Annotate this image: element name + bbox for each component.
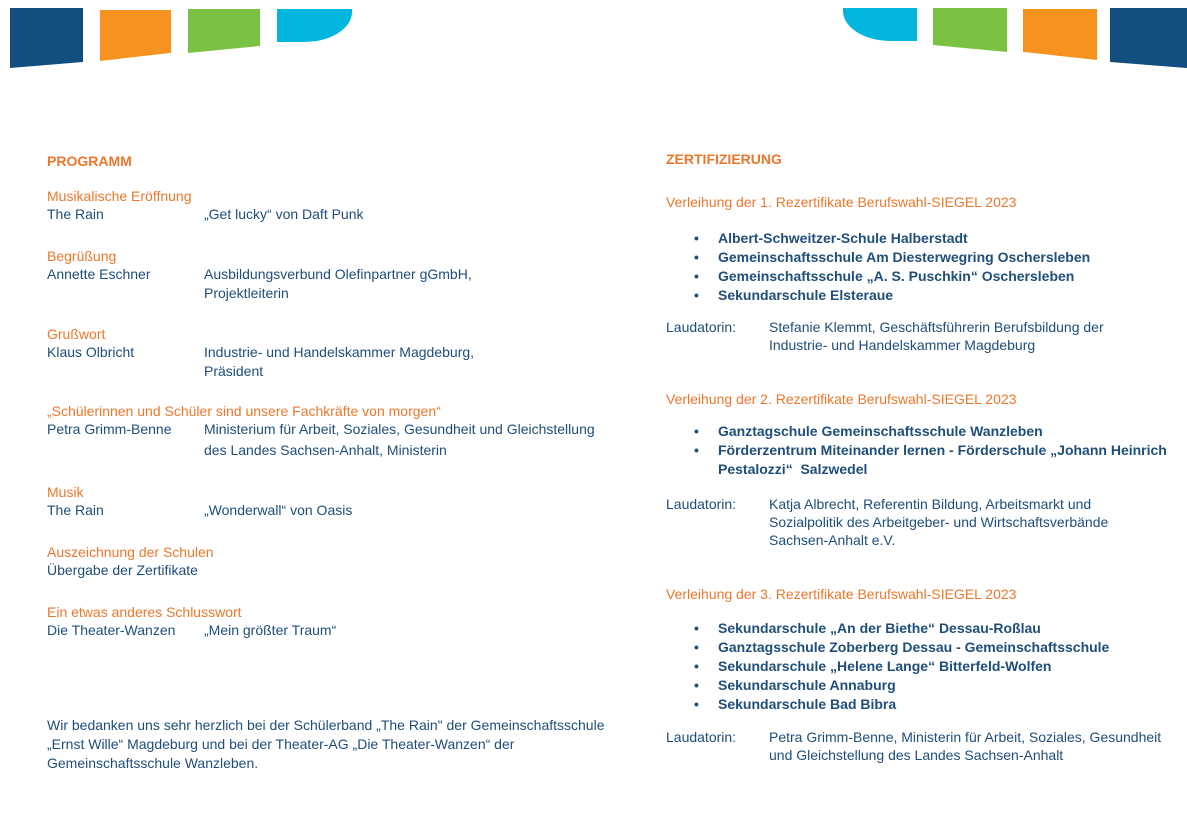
school-list: [666, 229, 1186, 305]
program-item-musik: [47, 483, 352, 520]
school-name: Sekundarschule Bad Bibra: [718, 696, 897, 712]
program-item-name: The Rain: [47, 206, 104, 222]
program-item-desc: Ministerium für Arbeit, Soziales, Gesundheit und Gleichstellung des Landes Sachsen-Anhalt, Ministerin: [204, 421, 595, 458]
bullet-icon: •: [694, 249, 699, 265]
school-name: Albert-Schweitzer-Schule Halberstadt: [718, 230, 968, 246]
laudator-label: Laudatorin:: [666, 319, 737, 335]
school-list-item: [666, 229, 1186, 248]
certification-heading: ZERTIFIZIERUNG: [666, 151, 782, 167]
bullet-icon: •: [694, 658, 699, 674]
program-item-rede: [47, 402, 595, 460]
school-name: Gemeinschaftsschule „A. S. Puschkin“ Oschersleben: [718, 268, 1075, 284]
certification-section-title: Verleihung der 3. Rezertifikate Berufswahl-SIEGEL 2023: [666, 586, 1017, 602]
school-name: Sekundarschule „An der Biethe“ Dessau-Roßlau: [718, 620, 1041, 636]
program-item-begruessung: [47, 247, 472, 303]
decor-flag-right-cyan: [843, 8, 917, 41]
program-item-desc: „Wonderwall“ von Oasis: [204, 502, 353, 518]
program-item-title: Begrüßung: [47, 248, 117, 264]
program-item-title: Musik: [47, 484, 84, 500]
program-item-title: Auszeichnung der Schulen: [47, 544, 214, 560]
school-list-item: [666, 286, 1186, 305]
decor-flag-left-navy: [10, 8, 83, 68]
program-item-name: Die Theater-Wanzen: [47, 622, 176, 638]
school-name: Ganztagschule Gemeinschaftsschule Wanzleben: [718, 423, 1043, 439]
certification-section-title: Verleihung der 2. Rezertifikate Berufswahl-SIEGEL 2023: [666, 391, 1017, 407]
school-list-item: [666, 695, 1186, 714]
laudator-block: [666, 318, 1104, 354]
program-item-schlusswort: [47, 603, 336, 640]
program-item-name: Übergabe der Zertifikate: [47, 562, 198, 578]
school-list-item: [666, 657, 1186, 676]
decor-flag-left-green: [188, 9, 260, 53]
school-list-item: [666, 619, 1186, 638]
bullet-icon: •: [694, 287, 699, 303]
closing-acknowledgement: Wir bedanken uns sehr herzlich bei der Schülerband „The Rain" der Gemeinschaftsschule „Ernst Wille“ Magdeburg und bei der Theater-AG „Die Theater-Wanzen“ der Gemeinschaftsschule Wanzleben.: [47, 717, 605, 771]
school-name: Sekundarschule Elsteraue: [718, 287, 894, 303]
program-item-desc: „Mein größter Traum“: [204, 622, 337, 638]
laudator-block: [666, 495, 1108, 549]
school-list: [666, 619, 1186, 714]
program-item-auszeichnung: [47, 543, 214, 580]
bullet-icon: •: [694, 423, 699, 439]
program-item-title: Grußwort: [47, 326, 106, 342]
program-item-title: „Schülerinnen und Schüler sind unsere Fachkräfte von morgen“: [47, 403, 441, 419]
program-item-row: [47, 501, 352, 520]
laudator-text: Stefanie Klemmt, Geschäftsführerin Berufsbildung der Industrie- und Handelskammer Magdeburg: [769, 319, 1104, 353]
bullet-icon: •: [694, 268, 699, 284]
bullet-icon: •: [694, 677, 699, 693]
program-item-name: Annette Eschner: [47, 266, 151, 282]
school-name: Förderzentrum Miteinander lernen - Förderschule „Johann Heinrich Pestalozzi“ Salzwedel: [718, 442, 1171, 477]
certification-section-title: Verleihung der 1. Rezertifikate Berufswahl-SIEGEL 2023: [666, 194, 1017, 210]
bullet-icon: •: [694, 620, 699, 636]
program-item-title: Ein etwas anderes Schlusswort: [47, 604, 242, 620]
bullet-icon: •: [694, 696, 699, 712]
program-item-musikalische-eroeffnung: [47, 187, 364, 224]
program-item-desc: Ausbildungsverbund Olefinpartner gGmbH, Projektleiterin: [204, 266, 472, 301]
program-item-row: [47, 343, 474, 381]
program-item-name: Klaus Olbricht: [47, 344, 135, 360]
program-item-row: [47, 420, 595, 460]
bullet-icon: •: [694, 442, 699, 458]
school-list-item: [666, 676, 1186, 695]
program-heading: PROGRAMM: [47, 153, 132, 169]
program-item-name: The Rain: [47, 502, 104, 518]
school-list-item: [666, 638, 1186, 657]
decor-flag-right-navy: [1110, 8, 1187, 68]
program-item-desc: Industrie- und Handelskammer Magdeburg, Präsident: [204, 344, 475, 379]
school-name: Ganztagsschule Zoberberg Dessau - Gemeinschaftsschule: [718, 639, 1110, 655]
decor-flag-right-orange: [1023, 9, 1097, 60]
program-item-desc: „Get lucky“ von Daft Punk: [204, 206, 364, 222]
laudator-label: Laudatorin:: [666, 496, 737, 512]
bullet-icon: •: [694, 639, 699, 655]
laudator-block: [666, 728, 1161, 764]
school-list-item: [666, 422, 1186, 441]
laudator-text: Katja Albrecht, Referentin Bildung, Arbeitsmarkt und Sozialpolitik des Arbeitgeber- und Wirtschaftsverbände Sachsen-Anhalt e.V.: [769, 496, 1109, 548]
school-name: Sekundarschule „Helene Lange“ Bitterfeld-Wolfen: [718, 658, 1052, 674]
program-item-row: [47, 205, 364, 224]
laudator-text: Petra Grimm-Benne, Ministerin für Arbeit, Soziales, Gesundheit und Gleichstellung des Landes Sachsen-Anhalt: [769, 729, 1162, 763]
bullet-icon: •: [694, 230, 699, 246]
school-list-item: [666, 267, 1186, 286]
decor-flag-left-cyan: [277, 9, 352, 42]
program-item-row: [47, 621, 336, 640]
school-list-item: [666, 248, 1186, 267]
school-name: Gemeinschaftsschule Am Diesterwegring Oschersleben: [718, 249, 1091, 265]
laudator-label: Laudatorin:: [666, 729, 737, 745]
program-item-row: [47, 265, 472, 303]
program-item-name: Petra Grimm-Benne: [47, 421, 172, 437]
school-list-item: [666, 441, 1186, 479]
decor-flag-left-orange: [100, 10, 171, 61]
decor-flag-right-green: [933, 8, 1007, 52]
program-item-title: Musikalische Eröffnung: [47, 188, 192, 204]
school-name: Sekundarschule Annaburg: [718, 677, 896, 693]
school-list: [666, 422, 1186, 479]
program-item-grusswort: [47, 325, 474, 381]
